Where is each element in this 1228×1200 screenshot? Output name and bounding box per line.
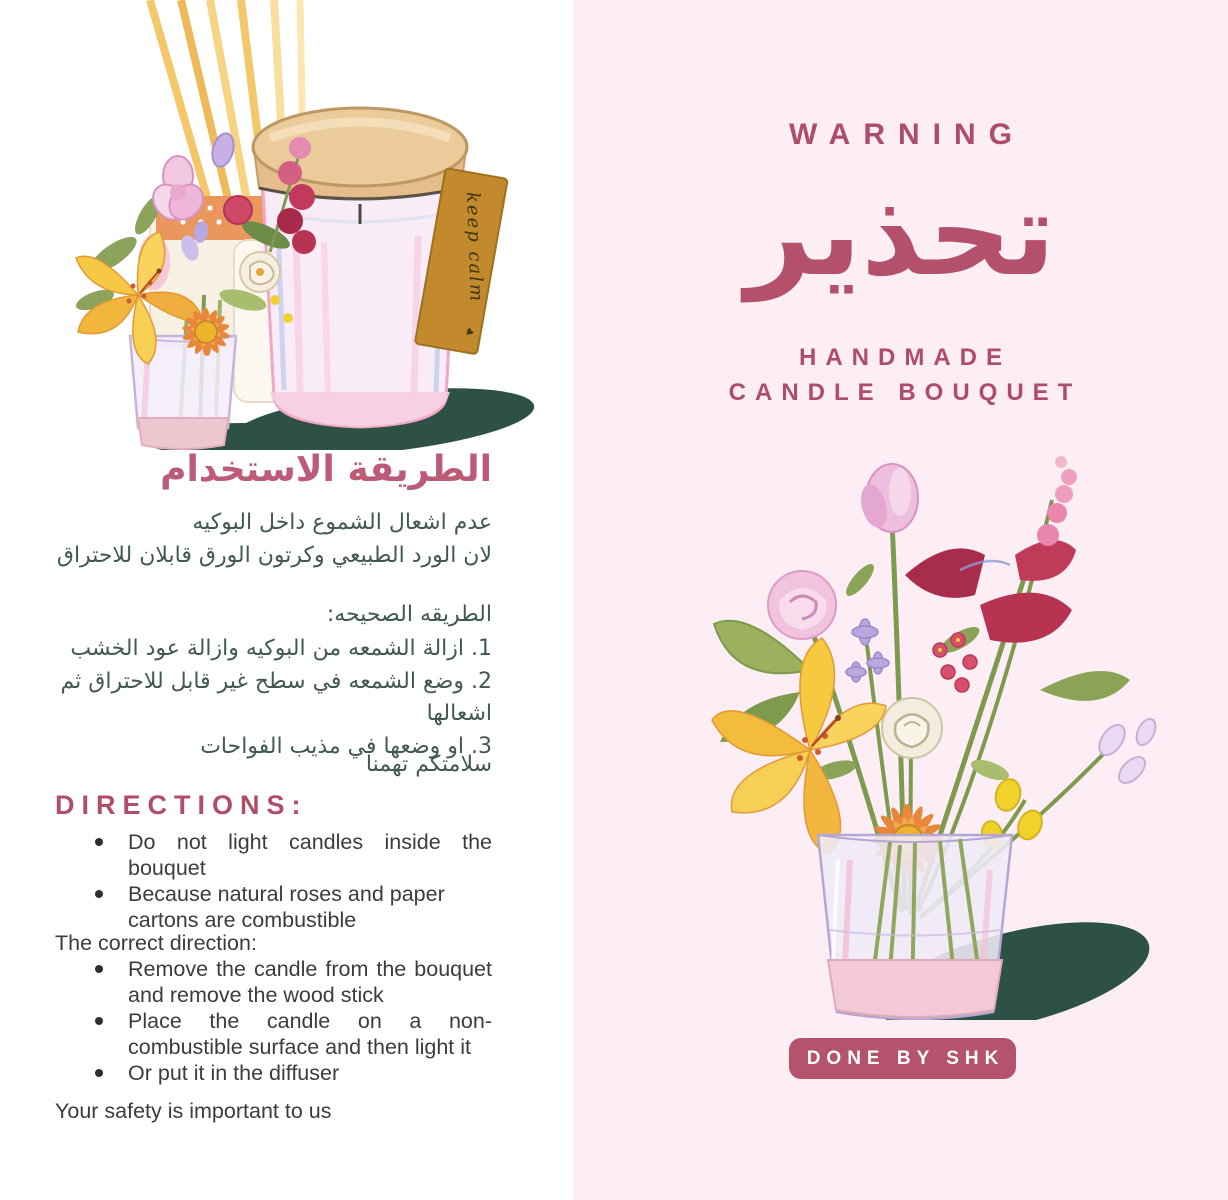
bullet-dot-icon (95, 1017, 103, 1025)
snapdragon-pink-icon (1037, 456, 1077, 546)
steps-arabic (25, 633, 492, 763)
bullet-dot-icon (95, 1069, 103, 1077)
white-rose-icon (882, 698, 942, 758)
tulip-icon (857, 464, 918, 532)
rose-icon (768, 571, 836, 639)
candle-bouquet-illustration (38, 0, 543, 450)
correct-way-heading-arabic: الطريقه الصحيحه: (326, 602, 492, 627)
step-item: 2. وضع الشمعه في سطح غير قابل للاحتراق ثم اشعالها (60, 668, 492, 726)
pale-buds (1094, 716, 1159, 788)
bullet-item (55, 881, 492, 933)
tag-text: keep calm (461, 191, 487, 304)
done-by-badge: DONE BY SHK (789, 1038, 1016, 1079)
right-panel (573, 0, 1228, 1200)
bullet-text: Do not light candles inside the bouquet (128, 830, 492, 880)
bullet-item (55, 956, 492, 1008)
directions-bullet-list (55, 829, 492, 933)
safety-note-english: Your safety is important to us (55, 1099, 332, 1123)
bullet-text: Because natural roses and paper cartons are combustible (128, 882, 445, 932)
usage-body-arabic (35, 506, 492, 572)
snapdragon-red-icon (905, 540, 1076, 643)
bullet-text: Remove the candle from the bouquet and remove the wood stick (128, 957, 492, 1007)
bullet-dot-icon (95, 965, 103, 973)
step-item: 1. ازالة الشمعه من البوكيه وازالة عود الخشب (70, 636, 492, 661)
bullet-text: Or put it in the diffuser (128, 1061, 340, 1085)
bullet-dot-icon (95, 838, 103, 846)
subtitle-line: HANDMADE (799, 344, 1011, 371)
subtitle-line: CANDLE BOUQUET (728, 379, 1082, 406)
directions-heading: DIRECTIONS: (55, 790, 308, 820)
correct-direction-label: The correct direction: (55, 931, 257, 955)
correct-direction-bullet-list (55, 956, 492, 1086)
usage-body-line: عدم اشعال الشموع داخل البوكيه (192, 510, 492, 535)
usage-heading-arabic: الطريقة الاستخدام (160, 449, 492, 490)
bullet-item (55, 1008, 492, 1060)
bullet-text: Place the candle on a non-combustible surface and then light it (128, 1009, 492, 1059)
bouquet-illustration (660, 440, 1180, 1020)
bullet-dot-icon (95, 890, 103, 898)
bullet-item (55, 829, 492, 881)
step-item: 3. او وضعها في مذيب الفواحات (200, 733, 492, 759)
warning-title-arabic: تحذير (745, 167, 1056, 302)
product-subtitle (573, 340, 1228, 410)
usage-body-line: لان الورد الطبيعي وكرتون الورق قابلان للاحتراق (56, 543, 492, 568)
tag-heart-icon: ♥ (461, 324, 478, 340)
bullet-item (55, 1060, 492, 1086)
vase-icon (818, 835, 1012, 1019)
safety-note-arabic: سلامتكم تهمنا (365, 752, 492, 777)
warning-title-english: WARNING (789, 118, 1025, 151)
